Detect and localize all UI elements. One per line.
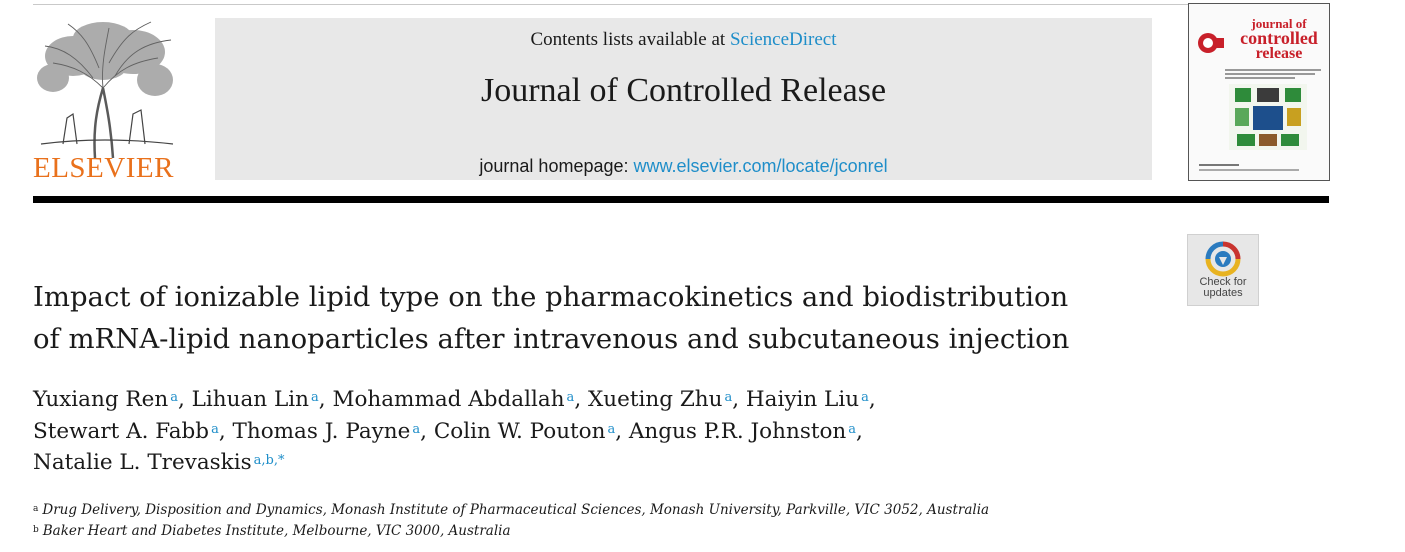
cover-title-line3: release [1255,45,1303,62]
journal-cover[interactable] [1188,3,1330,181]
author-line-2 [33,416,1033,448]
article-title-line2: of mRNA-lipid nanoparticles after intravenous and subcutaneous injection [33,323,1070,355]
author-separator: , [420,418,434,444]
author-name[interactable]: Natalie L. Trevaskis [33,450,252,475]
affiliation-text: Baker Heart and Diabetes Institute, Melbourne, VIC 3000, Australia [42,523,511,539]
check-for-updates-icon [1204,240,1242,278]
author-name[interactable]: Yuxiang Ren [33,387,169,412]
elsevier-wordmark: ELSEVIER [33,152,174,184]
cover-subtitle-lines [1225,68,1321,80]
author-affiliation-mark[interactable]: a [724,390,733,405]
author-affiliation-mark[interactable]: a [311,390,319,405]
author-name[interactable]: Colin W. Pouton [433,418,606,444]
affiliation-mark: b [33,525,39,535]
author-name[interactable]: Haiyin Liu [745,387,860,412]
check-for-updates-label [1188,277,1258,299]
badge-line2: updates [1203,287,1243,299]
author-separator: , [318,387,333,412]
author-affiliation-mark[interactable]: a [861,390,869,405]
author-affiliation-mark[interactable]: a,b,* [253,453,285,468]
badge-line1: Check for [1199,276,1247,288]
author-affiliation-mark[interactable]: a [607,421,616,437]
sciencedirect-link[interactable]: ScienceDirect [729,29,837,50]
cover-figure [1229,84,1307,150]
author-separator: , [868,387,876,412]
affiliation-mark: a [33,504,39,514]
article-title-line1: Impact of ionizable lipid type on the pharmacokinetics and biodistribution [33,281,1069,313]
author-affiliation-mark[interactable]: a [170,390,178,405]
cover-title-line1: journal of [1251,16,1307,31]
author-list [33,384,1033,479]
contents-prefix: Contents lists available at [530,29,730,50]
author-name[interactable]: Stewart A. Fabb [33,418,210,444]
journal-name: Journal of Controlled Release [480,72,887,109]
homepage-prefix: journal homepage: [479,156,634,176]
affiliation-b [33,521,1133,542]
author-separator: , [574,387,588,412]
author-line-3 [33,447,1033,479]
cover-title-line2: controlled [1240,28,1318,48]
cover-title [1231,16,1327,61]
homepage-link[interactable]: www.elsevier.com/locate/jconrel [633,156,888,176]
author-affiliation-mark[interactable]: a [848,421,857,437]
author-name[interactable]: Mohammad Abdallah [332,387,565,412]
top-rule [33,4,1329,5]
author-separator: , [177,387,192,412]
affiliation-a [33,500,1133,521]
cover-footer-lines [1199,162,1309,176]
author-separator: , [615,418,629,444]
affiliation-list [33,500,1133,542]
author-affiliation-mark[interactable]: a [566,390,575,405]
homepage-line [215,156,1152,177]
author-line-1 [33,384,1033,416]
article-title [33,276,1163,360]
author-name[interactable]: Xueting Zhu [587,387,723,412]
author-affiliation-mark[interactable]: a [412,421,421,437]
author-separator: , [732,387,746,412]
header-rule [33,196,1329,203]
author-affiliation-mark[interactable]: a [211,421,219,437]
author-separator: , [856,418,863,444]
check-for-updates-badge[interactable] [1187,234,1259,306]
contents-line [215,29,1152,51]
author-name[interactable]: Angus P.R. Johnston [628,418,847,444]
jcr-logo-icon [1197,32,1225,54]
affiliation-text: Drug Delivery, Disposition and Dynamics, Monash Institute of Pharmaceutical Sciences, Monash University, Parkville, VIC 3052, Australia [42,502,990,518]
author-name[interactable]: Thomas J. Payne [232,418,411,444]
journal-masthead [215,18,1152,180]
author-name[interactable]: Lihuan Lin [191,387,309,412]
author-separator: , [218,418,233,444]
